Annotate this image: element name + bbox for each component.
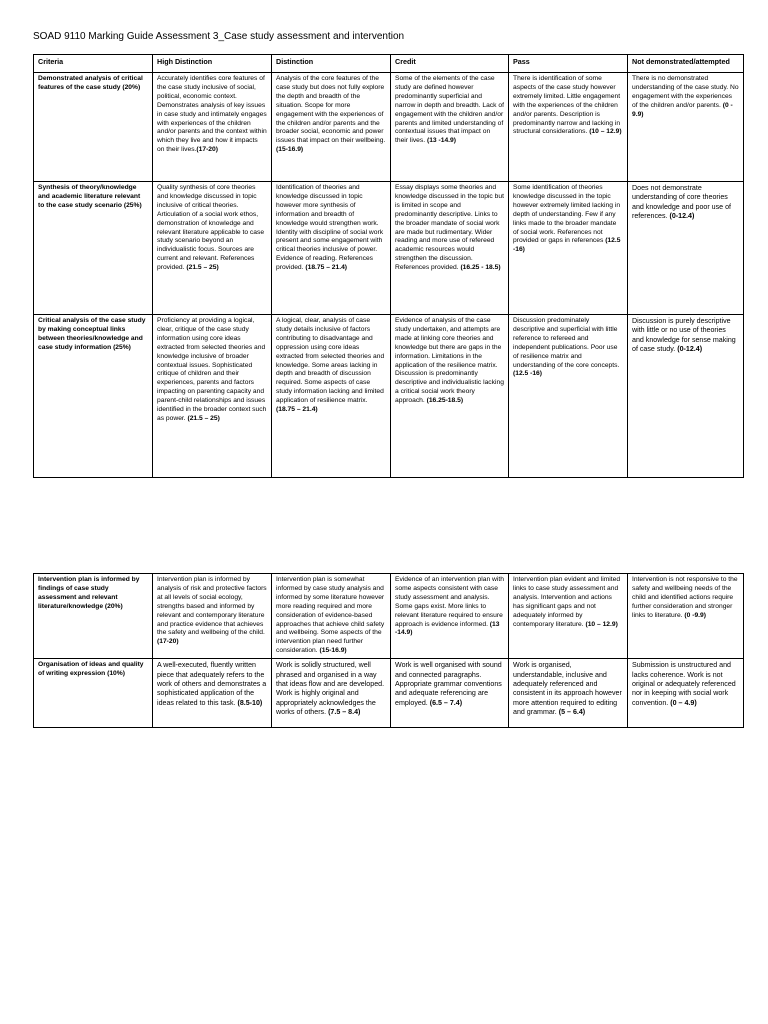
cell-text: Intervention plan evident and limited links to case study assessment and analysis. Intervention and actions has significant gaps and not adequately informed by contemporary literature. bbox=[513, 576, 621, 628]
mark-range: (21.5 – 25) bbox=[187, 414, 220, 422]
mark-range: (17-20) bbox=[157, 638, 179, 646]
mark-range: (13 -14.9) bbox=[426, 137, 456, 145]
header-criteria: Criteria bbox=[34, 55, 153, 73]
table-row bbox=[34, 73, 744, 182]
cell-text: Work is well organised with sound and connected paragraphs. Appropriate grammar conventions and adequate referencing are employed. bbox=[395, 661, 502, 707]
criteria-cell: Organisation of ideas and quality of writing expression (10%) bbox=[34, 659, 153, 728]
mark-range: (12.5 -16) bbox=[513, 370, 542, 378]
mark-range: (21.5 – 25) bbox=[186, 264, 219, 272]
criteria-cell: Demonstrated analysis of critical features of the case study (20%) bbox=[34, 73, 153, 182]
rubric-cell bbox=[628, 182, 744, 315]
cell-text: Identification of theories and knowledge discussed in topic however more synthesis of information and breadth of knowledge would strengthen work. Identity with discipline of social work present and some engagement with critical theories inclusive of power. Evidence of reading. References provided. bbox=[276, 184, 384, 272]
marking-rubric-table bbox=[33, 54, 744, 478]
rubric-cell bbox=[391, 315, 509, 478]
rubric-cell bbox=[153, 315, 272, 478]
cell-text: Analysis of the core features of the case study but does not fully explore the depth and breadth of the situation. Scope for more engagement with the experiences of the children and/or parents and the broader social, economic and power issues that impact on their wellbeing. bbox=[276, 75, 386, 145]
mark-range: (7.5 – 8.4) bbox=[328, 708, 361, 717]
header-credit: Credit bbox=[391, 55, 509, 73]
cell-text: Some identification of theories knowledge discussed in the topic however extremely limited lacking in depth of understanding. Few if any links made to the broader mandate of social work. References not provided or gaps in references bbox=[513, 184, 621, 245]
cell-text: Accurately identifies core features of the case study inclusive of social, political, economic context. Demonstrates analysis of key issues in case study and intimately engages with experiences of the children and/or parents and the context within which they live and how it impacts on their lives. bbox=[157, 75, 267, 154]
cell-text: Intervention plan is somewhat informed by case study analysis and informed by some literature however more reading required and more consideration of evidence-based approaches that achieve child safety and wellbeing. Some aspects of the intervention plan need further consideration. bbox=[276, 576, 385, 655]
rubric-cell bbox=[509, 574, 628, 659]
table-row bbox=[34, 574, 744, 659]
cell-text: Discussion predominately descriptive and superficial with little reference to refereed and independent publications. Poor use of resilience matrix and understanding of the core concepts. bbox=[513, 317, 620, 369]
cell-text: There is identification of some aspects of the case study however extremely limited. Little engagement with the experiences of the children and/or parents. Description is predominantly narrow and lacking in structural considerations. bbox=[513, 75, 621, 136]
header-high-distinction: High Distinction bbox=[153, 55, 272, 73]
rubric-cell bbox=[391, 73, 509, 182]
mark-range: (15-16.9) bbox=[319, 647, 347, 655]
cell-text: Essay displays some theories and knowledge discussed in the topic but is limited in scope and predominantly descriptive. Links to the broader mandate of social work are made but rudimentary. Wider reading and more use of refereed academic resources would strengthen the discussion. References provided. bbox=[395, 184, 504, 272]
rubric-cell bbox=[509, 182, 628, 315]
cell-text: There is no demonstrated understanding of the case study. No engagement with the experiences of the children and/or parents. bbox=[632, 75, 739, 109]
rubric-cell bbox=[628, 73, 744, 182]
cell-text: Work is solidly structured, well phrased and organised in a way that ideas flow and are developed. Work is highly original and appropriately acknowledges the works of others. bbox=[276, 661, 385, 717]
header-row bbox=[34, 55, 744, 73]
rubric-cell bbox=[628, 659, 744, 728]
mark-range: (0 – 4.9) bbox=[670, 698, 697, 707]
marking-rubric-table-continued bbox=[33, 573, 744, 728]
mark-range: (5 – 6.4) bbox=[558, 708, 586, 717]
cell-text: Submission is unstructured and lacks coherence. Work is not original or adequately referenced nor in keeping with social work convention. bbox=[632, 661, 736, 707]
mark-range: (10 – 12.9) bbox=[585, 620, 618, 628]
table-row bbox=[34, 315, 744, 478]
rubric-cell bbox=[391, 659, 509, 728]
mark-range: (18.75 – 21.4) bbox=[276, 406, 318, 414]
table-row bbox=[34, 659, 744, 728]
mark-range: (15-16.9) bbox=[276, 146, 304, 154]
rubric-cell bbox=[153, 73, 272, 182]
cell-text: Intervention is not responsive to the safety and wellbeing needs of the child and identified actions require further consideration and stronger links to literature. bbox=[632, 576, 738, 619]
criteria-cell: Intervention plan is informed by findings of case study assessment and relevant literature/knowledge (20%) bbox=[34, 574, 153, 659]
cell-text: Intervention plan is informed by analysis of risk and protective factors at all levels of social ecology, strengths based and informed by relevant and contemporary literature and practice evidence that achieves the safety and wellbeing of the child. bbox=[157, 576, 267, 637]
cell-text: Quality synthesis of core theories and knowledge discussed in topic inclusive of critical theories. Articulation of a social work ethos, demonstration of knowledge and relevant literature applicable to case study scenario beyond an individualistic focus. Sources are current and relevant. References provided. bbox=[157, 184, 265, 272]
mark-range: (0 -9.9) bbox=[684, 611, 706, 619]
rubric-cell bbox=[509, 659, 628, 728]
mark-range: (0 - 9.9) bbox=[632, 101, 733, 118]
cell-text: A logical, clear, analysis of case study details inclusive of factors contributing to disadvantage and oppression using core ideas extracted from selected theories and knowledge. Some areas lacking in depth and breadth of discussion required. Some aspects of case study information lacking and limited application of resilience matrix. bbox=[276, 317, 385, 405]
rubric-cell bbox=[509, 73, 628, 182]
rubric-cell bbox=[628, 574, 744, 659]
rubric-cell bbox=[272, 182, 391, 315]
cell-text: Discussion is purely descriptive with little or no use of theories and knowledge for sense making of case study. bbox=[632, 317, 736, 354]
mark-range: (0-12.4) bbox=[677, 345, 703, 354]
header-distinction: Distinction bbox=[272, 55, 391, 73]
criteria-cell: Synthesis of theory/knowledge and academic literature relevant to the case study scenario (25%) bbox=[34, 182, 153, 315]
cell-text: Does not demonstrate understanding of core theories and knowledge and poor use of references. bbox=[632, 184, 731, 221]
mark-range: (6.5 – 7.4) bbox=[429, 698, 463, 707]
mark-range: (18.75 – 21.4) bbox=[305, 264, 348, 272]
rubric-cell bbox=[153, 659, 272, 728]
rubric-cell bbox=[272, 574, 391, 659]
mark-range: (17-20) bbox=[196, 146, 218, 154]
cell-text: Evidence of analysis of the case study undertaken, and attempts are made at linking core theories and knowledge but there are gaps in the information. Limitations in the application of the resilience matrix. Discussion is predominantly descriptive and individualistic lacking a critical social work theory approach. bbox=[395, 317, 504, 405]
rubric-cell bbox=[153, 574, 272, 659]
cell-text: Proficiency at providing a logical, clear, critique of the case study information using core ideas extracted from selected theories and knowledge inclusive of broader contextual issues. Sophisticated critique of children and their experiences, parents and factors impacting on parenting capacity and parent-child relationships and issues identified in the broader context such as power. bbox=[157, 317, 267, 422]
mark-range: (13 -14.9) bbox=[395, 620, 500, 637]
page-title: SOAD 9110 Marking Guide Assessment 3_Case study assessment and intervention bbox=[33, 31, 405, 42]
cell-text: Some of the elements of the case study are defined however predominantly superficial and narrow in depth and breadth. Lack of engagement with the children and/or parents and limited understanding of contextual issues that impact on their lives. bbox=[395, 75, 504, 145]
cell-text: Evidence of an intervention plan with some aspects consistent with case study assessment and analysis. Some gaps exist. More links to relevant literature required to ensure approach is evidence informed. bbox=[395, 576, 504, 628]
rubric-cell bbox=[509, 315, 628, 478]
rubric-cell bbox=[272, 659, 391, 728]
rubric-cell bbox=[153, 182, 272, 315]
table-row bbox=[34, 182, 744, 315]
cell-text: Work is organised, understandable, inclusive and adequately referenced and consistent in its approach however more attention required to editing and grammar. bbox=[513, 661, 622, 717]
mark-range: (10 – 12.9) bbox=[589, 128, 622, 136]
rubric-cell bbox=[628, 315, 744, 478]
mark-range: (12.5 -16) bbox=[513, 237, 621, 254]
header-not-demonstrated: Not demonstrated/attempted bbox=[628, 55, 744, 73]
mark-range: (0-12.4) bbox=[669, 212, 695, 221]
rubric-cell bbox=[391, 574, 509, 659]
criteria-cell: Critical analysis of the case study by making conceptual links between theories/knowledge and case study information (25%) bbox=[34, 315, 153, 478]
rubric-cell bbox=[272, 315, 391, 478]
mark-range: (16.25 - 18.5) bbox=[460, 264, 501, 272]
rubric-cell bbox=[391, 182, 509, 315]
mark-range: (8.5-10) bbox=[237, 698, 263, 707]
cell-text: A well-executed, fluently written piece that adequately refers to the work of others and demonstrates a sophisticated application of the ideas related to this task. bbox=[157, 661, 267, 707]
header-pass: Pass bbox=[509, 55, 628, 73]
mark-range: (16.25-18.5) bbox=[426, 397, 464, 405]
rubric-cell bbox=[272, 73, 391, 182]
